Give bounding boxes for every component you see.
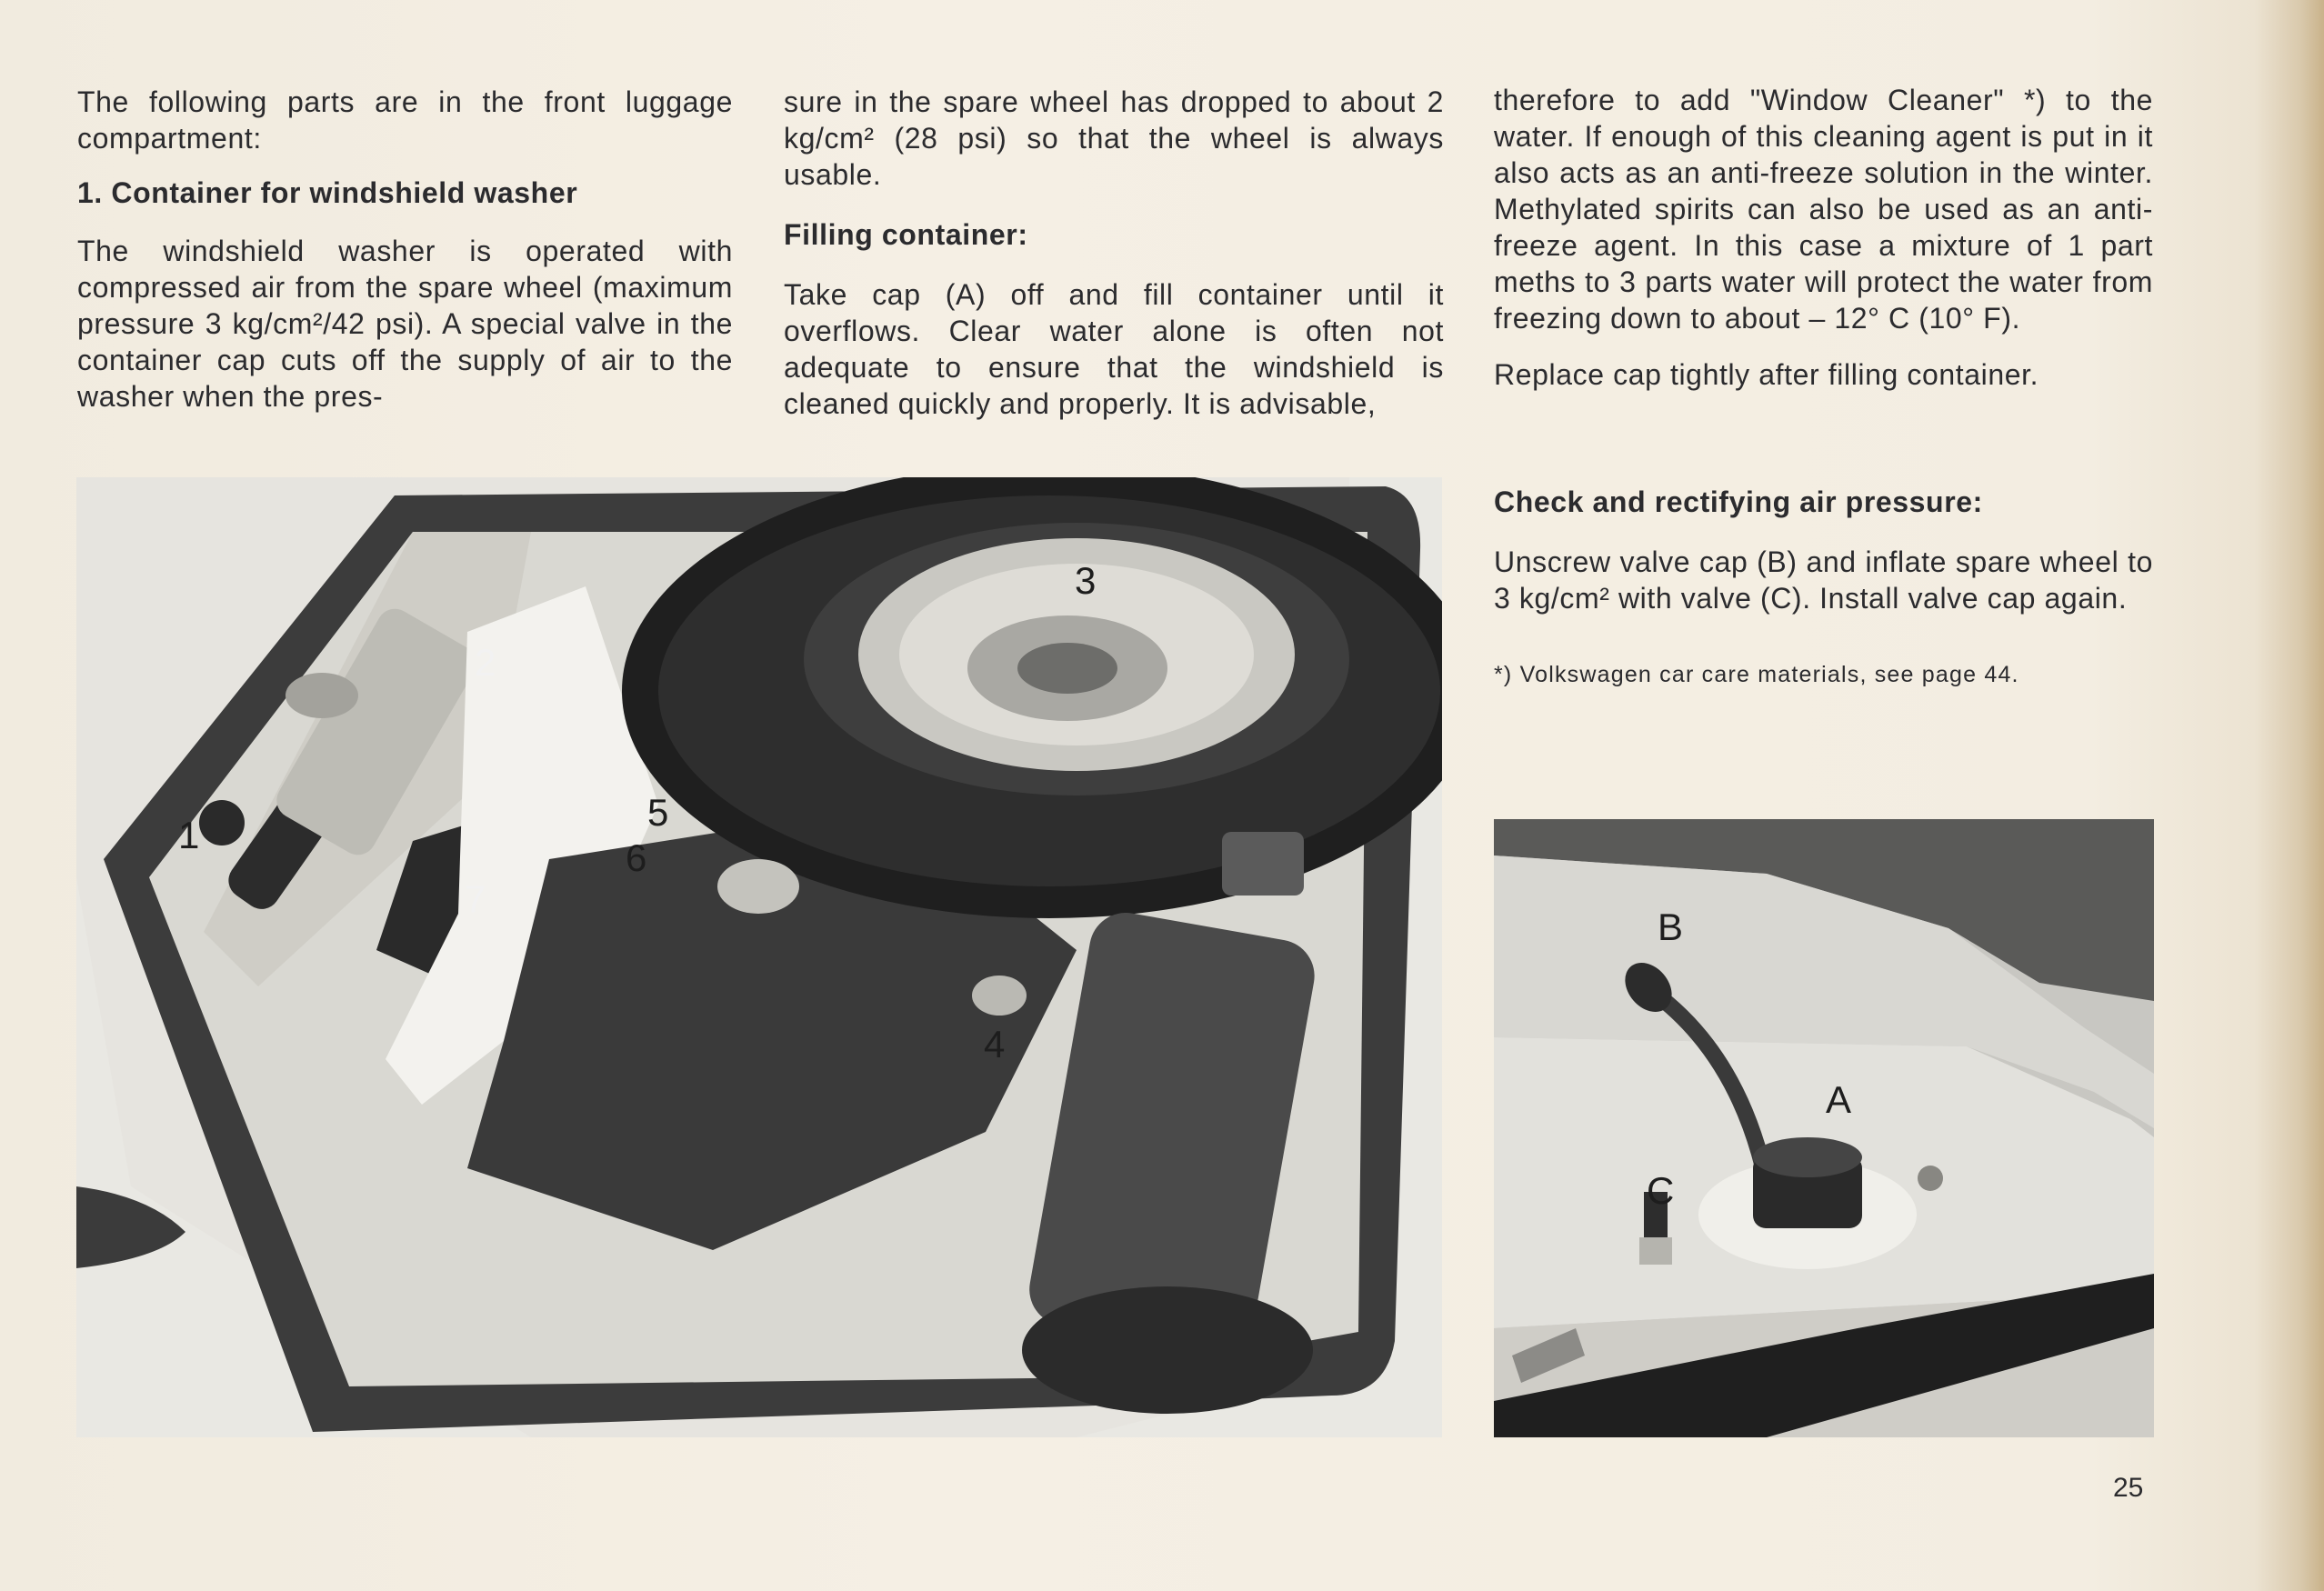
pressure-text: sure in the spare wheel has dropped to about 2 kg/cm² (28 psi) so that the wheel is always usable. [784, 85, 1444, 191]
luggage-compartment-illustration [76, 477, 1442, 1437]
column-1 [77, 84, 733, 415]
section-heading-air-pressure: Check and rectifying air pressure: [1494, 485, 1983, 518]
washer-container-illustration [1494, 819, 2154, 1437]
section-heading-filling: Filling container: [784, 218, 1028, 251]
window-cleaner-text: therefore to add "Window Cleaner" *) to the water. If enough of this cleaning agent is put in it also acts as an anti-freeze solution in the winter. Methylated spirits can also be used as an anti-freeze agent. In this case a mixture of 1 part meths to 3 parts water will protect the water from freezing down to about – 12° C (10° F). [1494, 84, 2153, 335]
column-3-lower [1494, 484, 2153, 693]
callout-4: 4 [984, 1023, 1006, 1066]
callout-2: 2 [475, 641, 496, 684]
callout-c: C [1647, 1169, 1675, 1212]
washer-container-photo [1494, 819, 2154, 1437]
washer-description: The windshield washer is operated with compressed air from the spare wheel (maximum pressure 3 kg/cm²/42 psi). A special valve in the container cap cuts off the supply of air to the washer when the pres- [77, 235, 733, 413]
callout-a: A [1826, 1078, 1852, 1121]
luggage-compartment-photo [76, 477, 1442, 1437]
callout-1: 1 [178, 814, 200, 856]
footnote: *) Volkswagen car care materials, see page 44. [1494, 662, 2019, 687]
intro-text: The following parts are in the front luggage compartment: [77, 85, 733, 155]
replace-cap-text: Replace cap tightly after filling container. [1494, 358, 2039, 391]
callout-7: 7 [465, 877, 486, 920]
callout-b: B [1658, 906, 1684, 948]
filling-instructions: Take cap (A) off and fill container until it overflows. Clear water alone is often not adequate to ensure that the windshield is cleaned quickly and properly. It is advisable, [784, 278, 1444, 420]
air-pressure-instructions: Unscrew valve cap (B) and inflate spare wheel to 3 kg/cm² with valve (C). Install valve cap again. [1494, 545, 2153, 615]
section-heading-container: 1. Container for windshield washer [77, 176, 578, 209]
callout-6: 6 [626, 836, 647, 879]
column-3 [1494, 82, 2153, 393]
page-number: 25 [2113, 1473, 2144, 1503]
callout-5: 5 [647, 791, 669, 834]
column-2 [784, 84, 1444, 422]
callout-3: 3 [1075, 559, 1097, 602]
